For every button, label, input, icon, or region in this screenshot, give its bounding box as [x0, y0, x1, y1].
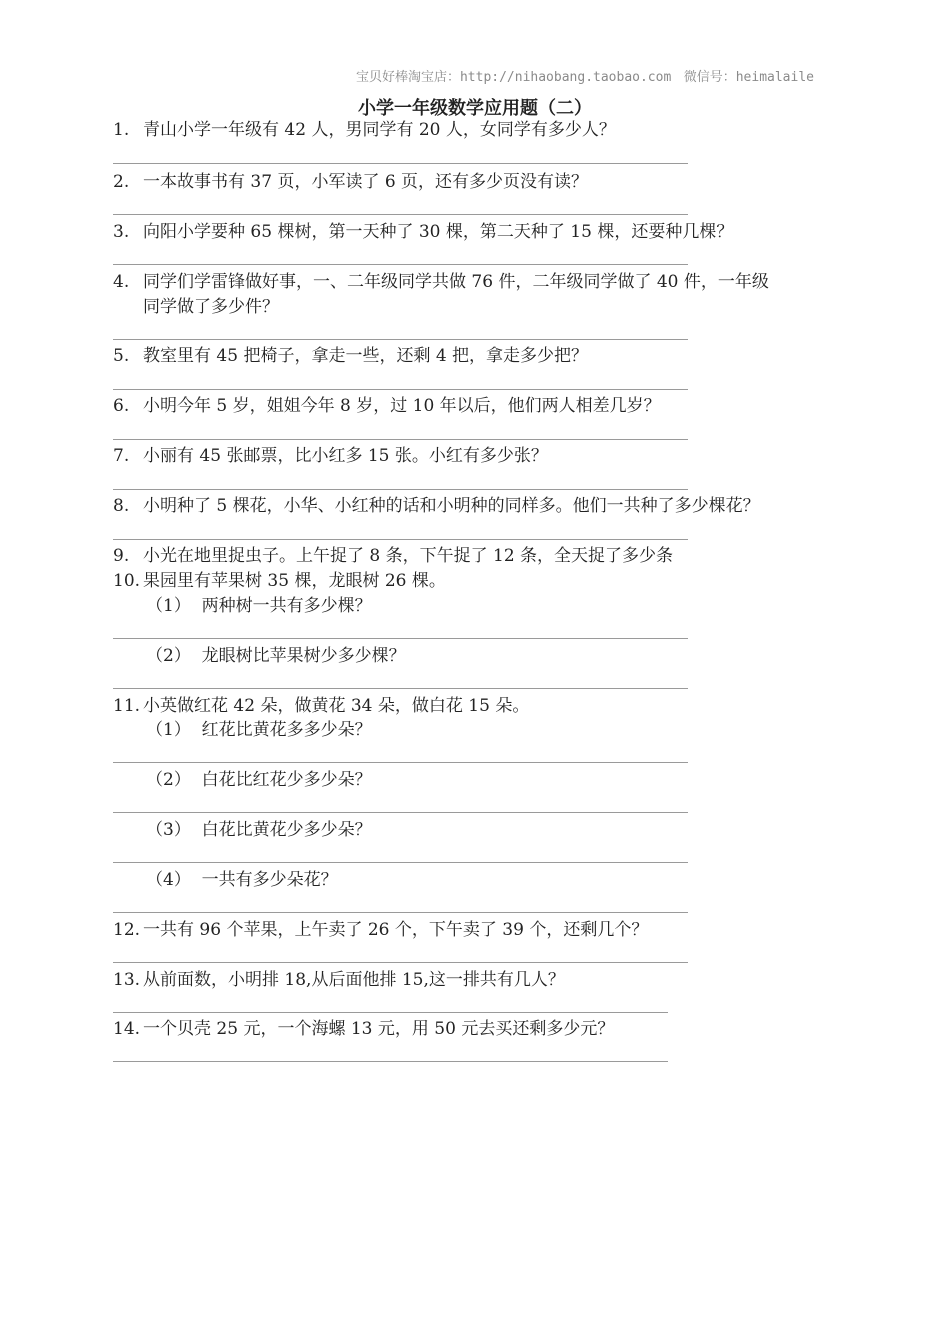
answer-line[interactable]	[113, 214, 688, 215]
sub-question-text: 两种树一共有多少棵？	[201, 596, 372, 616]
wechat-id: heimalaile	[735, 70, 814, 85]
shop-url: http://nihaobang.taobao.com	[459, 70, 672, 85]
question-text: 青山小学一年级有 42 人，男同学有 20 人，女同学有多少人？	[143, 120, 616, 140]
sub-question-label: （3）	[146, 820, 191, 840]
question-text: 一个贝壳 25 元，一个海螺 13 元，用 50 元去买还剩多少元？	[143, 1019, 615, 1039]
question-number: 4.	[113, 272, 130, 292]
sub-question-text: 龙眼树比苹果树少多少棵？	[201, 646, 406, 666]
sub-question-label: （2）	[146, 770, 191, 790]
answer-line[interactable]	[113, 264, 688, 265]
sub-question	[146, 718, 372, 742]
sub-question	[146, 594, 372, 618]
question-text-line-1: 同学们学雷锋做好事，一、二年级同学共做 76 件，二年级同学做了 40 件，一年级	[143, 272, 769, 292]
answer-line[interactable]	[113, 1061, 668, 1062]
question-number: 3.	[113, 222, 130, 242]
question-number: 8.	[113, 496, 130, 516]
question-number: 7.	[113, 446, 130, 466]
answer-line[interactable]	[113, 489, 688, 490]
wechat-label: 微信号：	[683, 70, 736, 85]
sub-question-label: （1）	[146, 596, 191, 616]
question-text: 小明今年 5 岁，姐姐今年 8 岁，过 10 年以后，他们两人相差几岁？	[143, 396, 661, 416]
sub-question-text: 白花比红花少多少朵？	[201, 770, 372, 790]
question-number: 10.	[113, 571, 141, 591]
page-title: 小学一年级数学应用题（二）	[358, 98, 592, 119]
question-number: 11.	[113, 696, 141, 716]
answer-line[interactable]	[113, 812, 688, 813]
question-text: 向阳小学要种 65 棵树，第一天种了 30 棵，第二天种了 15 棵，还要种几棵？	[143, 222, 734, 242]
question-text: 从前面数，小明排 18,从后面他排 15,这一排共有几人？	[143, 970, 565, 990]
question-text: 小光在地里捉虫子。上午捉了 8 条，下午捉了 12 条，全天捉了多少条	[143, 546, 674, 566]
question-text: 教室里有 45 把椅子，拿走一些，还剩 4 把，拿走多少把？	[143, 346, 589, 366]
answer-line[interactable]	[113, 439, 688, 440]
question-text: 果园里有苹果树 35 棵，龙眼树 26 棵。	[143, 571, 446, 591]
sub-question-label: （2）	[146, 646, 191, 666]
page-header	[356, 66, 814, 85]
question-number: 13.	[113, 970, 141, 990]
sub-question	[146, 768, 372, 792]
question-number: 14.	[113, 1019, 141, 1039]
question-text: 小丽有 45 张邮票，比小红多 15 张。小红有多少张？	[143, 446, 548, 466]
question-number: 2.	[113, 172, 130, 192]
sub-question	[146, 644, 406, 668]
sub-question-label: （1）	[146, 720, 191, 740]
question-number: 6.	[113, 396, 130, 416]
question-text: 小明种了 5 棵花，小华、小红种的话和小明种的同样多。他们一共种了多少棵花？	[143, 496, 760, 516]
question-number: 5.	[113, 346, 130, 366]
answer-line[interactable]	[113, 389, 688, 390]
answer-line[interactable]	[113, 688, 688, 689]
question-text: 小英做红花 42 朵，做黄花 34 朵，做白花 15 朵。	[143, 696, 530, 716]
sub-question-text: 白花比黄花少多少朵？	[201, 820, 372, 840]
answer-line[interactable]	[113, 962, 688, 963]
answer-line[interactable]	[113, 539, 688, 540]
answer-line[interactable]	[113, 1012, 668, 1013]
question-text: 一本故事书有 37 页，小军读了 6 页，还有多少页没有读？	[143, 172, 589, 192]
question-text: 一共有 96 个苹果，上午卖了 26 个，下午卖了 39 个，还剩几个？	[143, 920, 649, 940]
shop-label: 宝贝好棒淘宝店：	[355, 70, 460, 85]
sub-question-text: 一共有多少朵花？	[201, 870, 338, 890]
answer-line[interactable]	[113, 912, 688, 913]
question-number: 12.	[113, 920, 141, 940]
sub-question	[146, 868, 338, 892]
question-number: 1.	[113, 120, 130, 140]
answer-line[interactable]	[113, 762, 688, 763]
question-4-continued: 同学做了多少件？	[143, 297, 279, 317]
answer-line[interactable]	[113, 638, 688, 639]
sub-question-text: 红花比黄花多多少朵？	[201, 720, 372, 740]
sub-question	[146, 818, 372, 842]
question-number: 9.	[113, 546, 130, 566]
answer-line[interactable]	[113, 862, 688, 863]
answer-line[interactable]	[113, 163, 688, 164]
answer-line[interactable]	[113, 339, 688, 340]
sub-question-label: （4）	[146, 870, 191, 890]
